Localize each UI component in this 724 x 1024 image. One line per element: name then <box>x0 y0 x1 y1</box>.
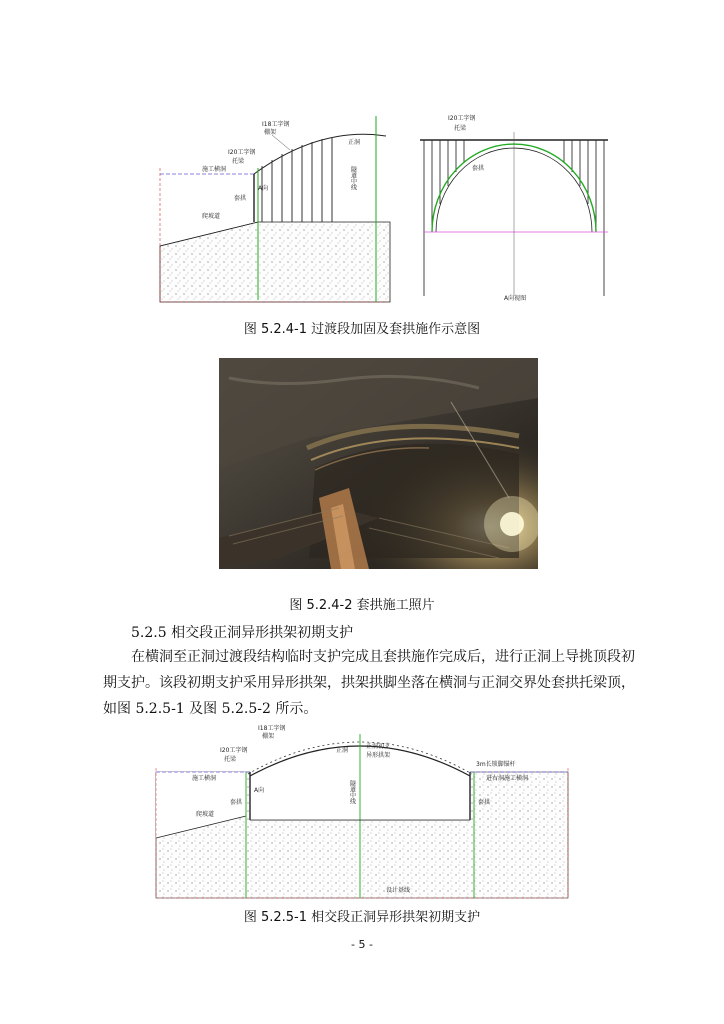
figure-3-diagram <box>150 720 574 900</box>
label-slope-line: 爬坡道 <box>202 213 221 220</box>
figure-1-right-section <box>420 114 608 302</box>
label-fig3-cover-arch-right: 套拱 <box>478 799 491 806</box>
label-support-beam-2: 托梁 <box>232 158 245 165</box>
figure-2-photo <box>219 358 538 569</box>
figure-3-caption: 图 5.2.5-1 相交段正洞异形拱架初期支护 <box>243 910 481 925</box>
label-fig3-cover-arch: 套拱 <box>230 799 243 806</box>
label-fig3-connecting-adit: 进右洞施工横洞 <box>486 775 529 782</box>
figure-1-left-section <box>160 116 390 302</box>
label-right-cover-arch: 套拱 <box>472 165 485 172</box>
label-fig3-support-beam: I20工字钢 <box>220 747 248 754</box>
page-number: - 5 - <box>351 938 373 951</box>
section-heading: 5.2.5 相交段正洞异形拱架初期支护 <box>131 625 354 641</box>
label-fig3-special-arch-2: 异形拱架 <box>366 752 391 759</box>
label-shed-frame: I18工字钢 <box>262 121 290 128</box>
label-a-direction: A向 <box>258 185 269 192</box>
label-fig3-main-tunnel: 正洞 <box>336 747 349 754</box>
figure-1-caption: 图 5.2.4-1 过渡段加固及套拱施作示意图 <box>243 322 481 337</box>
label-cover-arch: 套拱 <box>234 195 247 202</box>
figure-1-diagram <box>150 108 610 308</box>
label-fig3-construction-adit: 施工横洞 <box>192 775 217 782</box>
label-fig3-design-elevation: 设计基线 <box>386 887 411 894</box>
paragraph-line-2: 期支护。该段初期支护采用异形拱架，拱架拱脚坐落在横洞与正洞交界处套拱托梁顶， <box>103 675 635 691</box>
label-view-a: A向视图 <box>504 295 527 302</box>
label-fig3-tunnel-centerline: 隧道中线 <box>348 780 356 804</box>
label-tunnel-centerline: 隧道中线 <box>349 166 357 190</box>
label-fig3-shed-frame-2: 棚架 <box>262 733 275 740</box>
label-right-support-beam: I20工字钢 <box>448 115 476 122</box>
label-fig3-a-direction: A向 <box>254 787 265 794</box>
paragraph-line-3: 如图 5.2.5-1 及图 5.2.5-2 所示。 <box>103 701 318 717</box>
label-right-support-beam-2: 托梁 <box>454 125 467 132</box>
label-main-tunnel: 正洞 <box>348 139 361 146</box>
label-fig3-support-beam-2: 托梁 <box>224 756 237 763</box>
label-shed-frame-2: 棚架 <box>264 129 277 136</box>
label-fig3-slope-line: 爬坡道 <box>196 811 215 818</box>
paragraph-line-1: 在横洞至正洞过渡段结构临时支护完成且套拱施作完成后，进行正洞上导挑顶段初 <box>131 649 635 665</box>
label-fig3-shed-frame: I18工字钢 <box>258 725 286 732</box>
label-construction-adit: 施工横洞 <box>202 166 227 173</box>
label-fig3-special-arch: 正洞初支 <box>366 743 391 750</box>
figure-2-caption: 图 5.2.4-2 套拱施工照片 <box>289 598 435 613</box>
label-support-beam: I20工字钢 <box>228 149 256 156</box>
label-fig3-anchor-bolt: 3m长锁脚锚杆 <box>476 761 516 768</box>
